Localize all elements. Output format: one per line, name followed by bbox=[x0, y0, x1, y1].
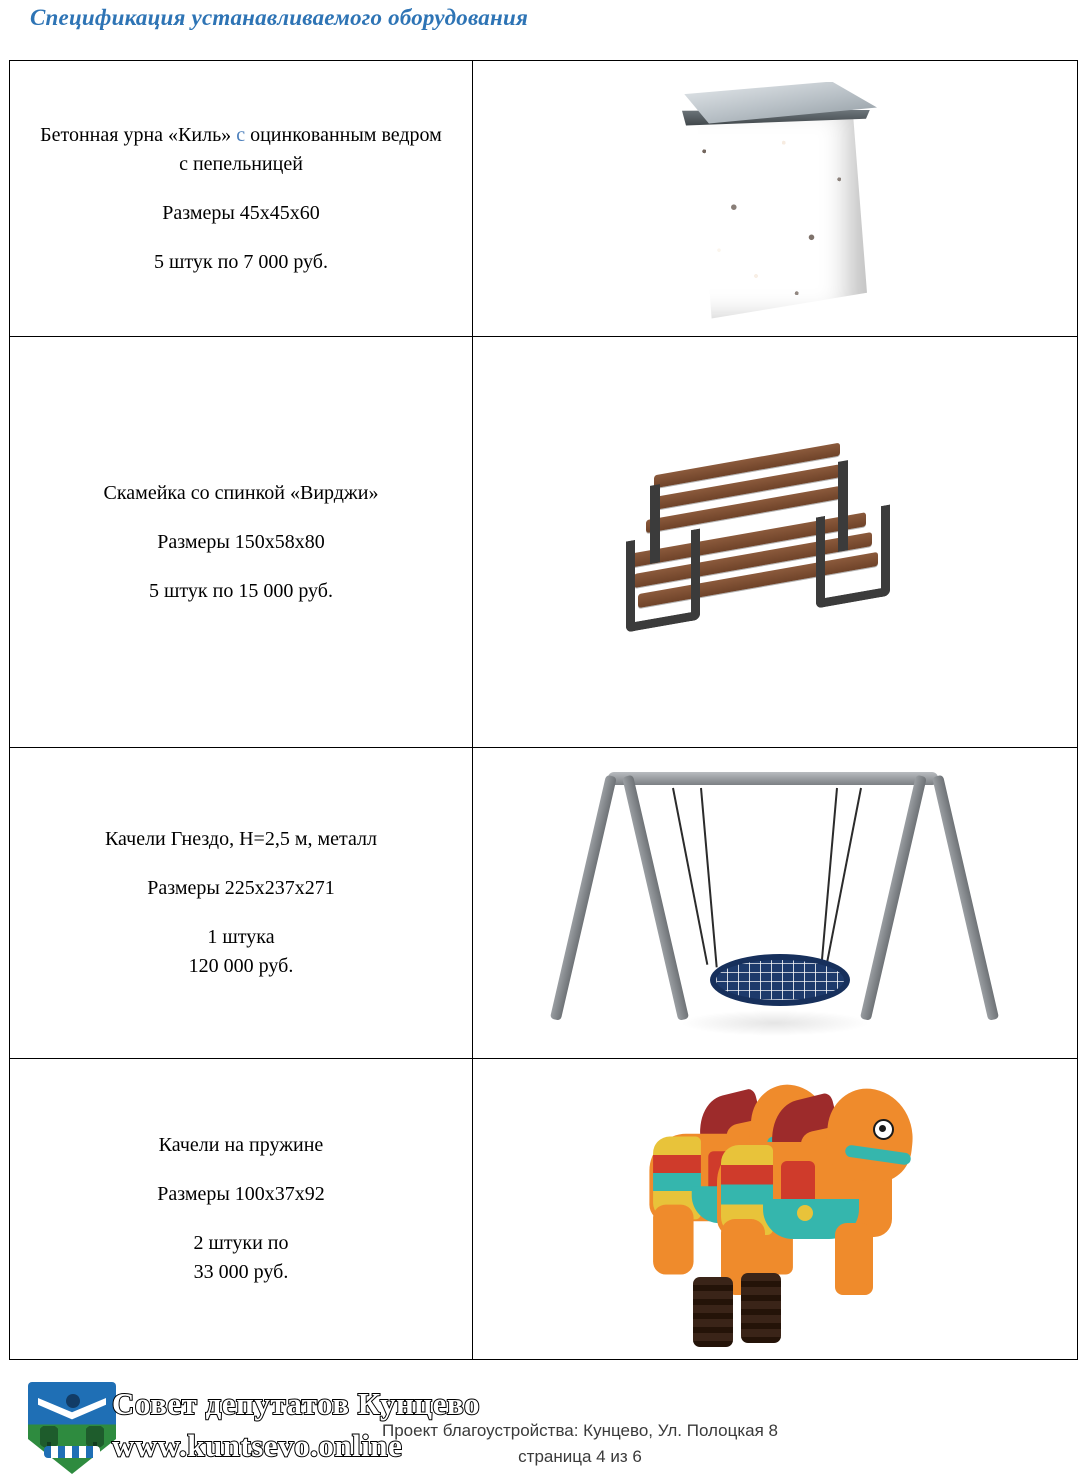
council-website: www.kuntsevo.online bbox=[112, 1428, 403, 1463]
horse-eye bbox=[873, 1119, 894, 1140]
swing-leg bbox=[550, 775, 617, 1021]
item-description-cell bbox=[10, 61, 473, 337]
table-row bbox=[10, 61, 1078, 337]
item-quantity: 5 штук по 15 000 руб. bbox=[149, 579, 333, 602]
item-quantity: 1 штука bbox=[207, 926, 275, 948]
nest-swing-icon bbox=[560, 758, 990, 1048]
item-name: Качели на пружине bbox=[158, 1134, 324, 1156]
project-line: Проект благоустройства: Кунцево, Ул. Полоцкая 8 bbox=[382, 1421, 778, 1440]
swing-leg bbox=[622, 775, 689, 1021]
page-title: Спецификация устанавливаемого оборудования bbox=[30, 5, 528, 30]
table-row bbox=[10, 337, 1078, 748]
bench-leg bbox=[626, 528, 700, 632]
equipment-specification-table bbox=[9, 60, 1078, 1360]
item-name: Скамейка со спинкой «Вирджи» bbox=[103, 481, 379, 504]
item-image-cell bbox=[473, 748, 1078, 1059]
footer-project-info bbox=[300, 1418, 860, 1469]
bench-leg bbox=[816, 504, 890, 608]
horse-head bbox=[822, 1085, 917, 1185]
page-footer bbox=[0, 1382, 1088, 1482]
swing-ground-shadow bbox=[680, 1010, 870, 1036]
bench-image-wrap bbox=[473, 437, 1077, 647]
rider-spring bbox=[693, 1277, 733, 1347]
page-number: страница 4 из 6 bbox=[518, 1446, 642, 1466]
item-name-highlight: с bbox=[236, 123, 246, 146]
park-bench-icon bbox=[610, 437, 940, 647]
urn-image-wrap bbox=[473, 74, 1077, 324]
table-row bbox=[10, 748, 1078, 1059]
item-image-cell bbox=[473, 337, 1078, 748]
bench-back-post bbox=[838, 460, 848, 552]
item-price: 120 000 руб. bbox=[188, 955, 294, 977]
urn-texture bbox=[682, 104, 867, 319]
swing-leg bbox=[932, 775, 999, 1021]
item-dimensions: Размеры 45х45х60 bbox=[162, 201, 320, 224]
item-price: 33 000 руб. bbox=[193, 1261, 289, 1283]
item-name: Качели Гнездо, Н=2,5 м, металл bbox=[104, 828, 378, 850]
swing-nest-seat bbox=[710, 954, 850, 1006]
rider-spring bbox=[741, 1273, 781, 1343]
spring-rider-image-wrap bbox=[473, 1069, 1077, 1349]
council-name: Совет депутатов Кунцево bbox=[112, 1386, 480, 1421]
swing-rope bbox=[820, 788, 838, 967]
item-dimensions: Размеры 225х237х271 bbox=[147, 877, 335, 899]
item-name-main: Бетонная урна «Киль» bbox=[40, 123, 232, 146]
swing-beam bbox=[608, 772, 938, 785]
item-image-cell bbox=[473, 1059, 1078, 1360]
horse-dot bbox=[797, 1205, 813, 1221]
urn-body bbox=[682, 104, 867, 319]
item-name-rest: оцинкованным ведром с пепельницей bbox=[179, 123, 442, 175]
swing-rope bbox=[826, 788, 862, 965]
bench-back-post bbox=[650, 484, 660, 564]
swing-leg bbox=[860, 775, 927, 1021]
swing-image-wrap bbox=[473, 758, 1077, 1048]
table-row bbox=[10, 1059, 1078, 1360]
spring-rider-icon bbox=[585, 1069, 965, 1349]
item-quantity: 5 штук по 7 000 руб. bbox=[154, 250, 328, 273]
kuntsevo-emblem-icon bbox=[28, 1382, 116, 1474]
item-name bbox=[38, 121, 444, 179]
emblem-wave bbox=[44, 1446, 100, 1458]
concrete-urn-icon bbox=[660, 74, 890, 324]
item-dimensions: Размеры 150х58х80 bbox=[157, 530, 325, 553]
spring-rider-front bbox=[677, 1087, 917, 1292]
item-description-cell bbox=[10, 337, 473, 748]
item-description-cell bbox=[10, 748, 473, 1059]
item-image-cell bbox=[473, 61, 1078, 337]
emblem-acorn bbox=[66, 1394, 80, 1408]
horse-front-leg bbox=[835, 1223, 873, 1295]
item-quantity: 2 штуки по bbox=[193, 1232, 289, 1254]
item-description-cell bbox=[10, 1059, 473, 1360]
item-dimensions: Размеры 100х37х92 bbox=[157, 1183, 325, 1205]
